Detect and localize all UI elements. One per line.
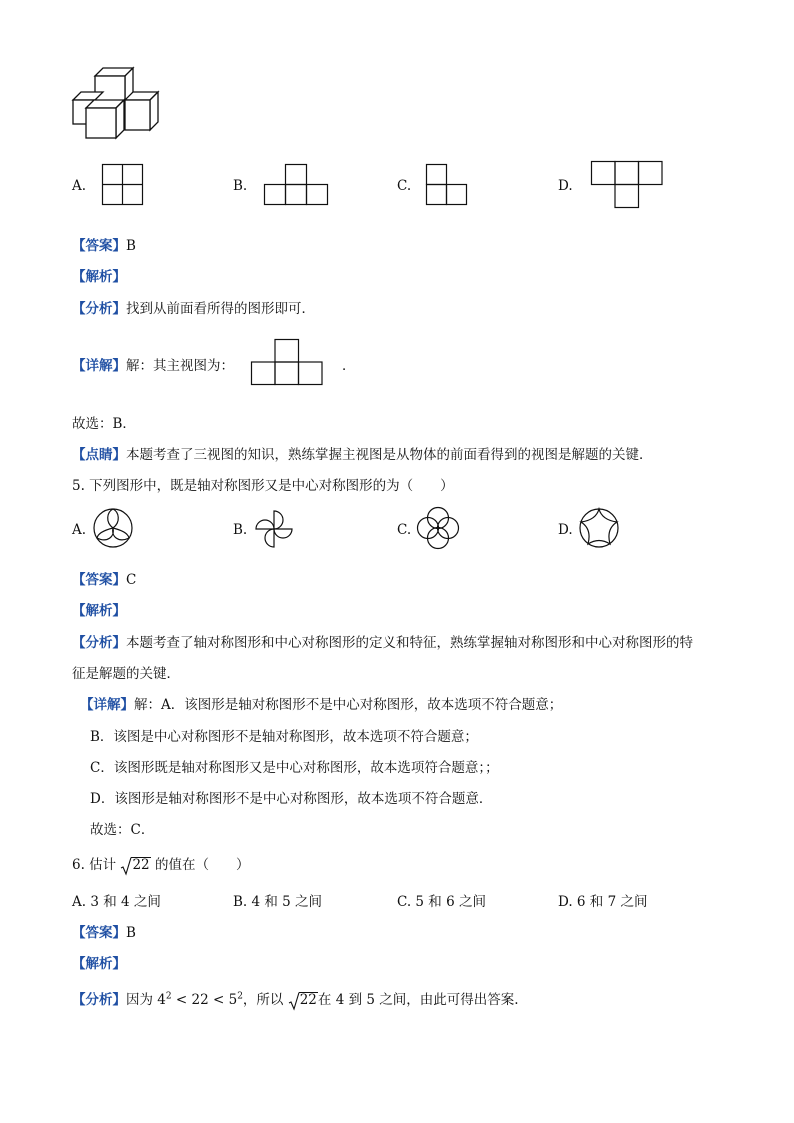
q5-stem: 5. 下列图形中，既是轴对称图形又是中心对称图形的为（ ） <box>72 478 454 494</box>
q6-answer-value: B <box>126 925 136 941</box>
q6-exponent-2: 2 <box>237 991 243 1002</box>
answer-tag: 【答案】 <box>72 238 126 254</box>
q6-radicand-2: 22 <box>299 992 317 1008</box>
q5-answer-value: C <box>126 572 137 588</box>
q6-stem <box>72 853 249 873</box>
q6-fenxi-b: < 22 < 5 <box>171 992 238 1008</box>
q6-exponent-1: 2 <box>165 991 172 1002</box>
fenxi-tag: 【分析】 <box>72 992 126 1008</box>
q5-fenxi-line <box>72 631 693 651</box>
q4-conclusion: 故选：B． <box>72 416 136 432</box>
q5-option-a-figure <box>93 508 135 550</box>
q4-xiangjie-end: ． <box>342 358 356 374</box>
dianjing-tag: 【点睛】 <box>72 447 126 463</box>
sqrt-sign-icon <box>120 857 132 876</box>
q4-fenxi-text: 找到从前面看所得的图形即可． <box>126 301 315 317</box>
q6-analysis-tag: 【解析】 <box>72 956 126 972</box>
fenxi-tag: 【分析】 <box>72 635 126 651</box>
q4-front-view-figure <box>251 339 323 386</box>
q4-answer-line <box>72 234 136 254</box>
answer-tag: 【答案】 <box>72 572 126 588</box>
q6-sqrt-expression <box>120 857 150 873</box>
q5-xiangjie-line <box>80 693 562 713</box>
q5-xiangjie-a: 解：A．该图形是轴对称图形不是中心对称图形，故本选项不符合题意； <box>134 697 563 713</box>
q5-option-b-label: B. <box>233 522 248 538</box>
q5-fenxi-text-2: 征是解题的关键． <box>72 666 180 682</box>
q4-xiangjie-line <box>72 354 234 374</box>
q5-xiangjie-b: B．该图是中心对称图形不是轴对称图形，故本选项不符合题意； <box>90 729 478 745</box>
q4-option-b-label: B. <box>233 178 248 194</box>
q6-fenxi-a: 因为 4 <box>126 992 166 1008</box>
q6-sqrt-expression-2 <box>288 992 318 1008</box>
q5-xiangjie-c: C．该图形既是轴对称图形又是中心对称图形，故本选项符合题意；； <box>90 760 499 776</box>
q6-option-a: A. 3 和 4 之间 <box>72 894 161 910</box>
q5-option-d-label: D. <box>558 522 573 538</box>
xiangjie-tag: 【详解】 <box>72 358 126 374</box>
q5-option-c-figure <box>415 505 463 553</box>
q4-option-c-label: C. <box>397 178 412 194</box>
q5-option-c-label: C. <box>397 522 412 538</box>
cube-stack-figure <box>70 66 165 142</box>
q4-answer-value: B <box>126 238 136 254</box>
q4-analysis-tag: 【解析】 <box>72 269 126 285</box>
q5-analysis-tag: 【解析】 <box>72 603 126 619</box>
q4-option-a-label: A. <box>72 178 87 194</box>
q5-option-a-label: A. <box>72 522 87 538</box>
q6-stem-suffix: 的值在（ ） <box>154 857 250 873</box>
q4-dianjing-text: 本题考查了三视图的知识，熟练掌握主视图是从物体的前面看得到的视图是解题的关键． <box>126 447 653 463</box>
sqrt-sign-icon <box>288 992 300 1011</box>
q5-fenxi-text-1: 本题考查了轴对称图形和中心对称图形的定义和特征，熟练掌握轴对称图形和中心对称图形的特 <box>126 635 693 651</box>
q6-option-c: C. 5 和 6 之间 <box>397 894 486 910</box>
q6-option-b: B. 4 和 5 之间 <box>233 894 323 910</box>
q6-radicand: 22 <box>132 857 150 873</box>
q4-option-a-figure <box>102 164 144 206</box>
q6-stem-prefix: 6. 估计 <box>72 857 117 873</box>
q4-option-c-figure <box>426 164 468 206</box>
fenxi-tag: 【分析】 <box>72 301 126 317</box>
q5-option-d-figure <box>579 508 621 550</box>
q4-option-d-label: D. <box>558 178 573 194</box>
q4-option-b-figure <box>264 164 328 206</box>
q5-xiangjie-d: D．该图形是轴对称图形不是中心对称图形，故本选项不符合题意． <box>90 791 493 807</box>
q4-xiangjie-text: 解：其主视图为： <box>126 358 234 374</box>
q5-conclusion: 故选：C． <box>90 822 155 838</box>
xiangjie-tag: 【详解】 <box>80 697 134 713</box>
answer-tag: 【答案】 <box>72 925 126 941</box>
q6-fenxi-c: ，所以 <box>242 992 284 1008</box>
q6-answer-line <box>72 921 136 941</box>
q4-dianjing-line <box>72 443 653 463</box>
q5-option-b-figure <box>254 509 296 551</box>
q4-fenxi-line <box>72 297 315 317</box>
q6-option-d: D. 6 和 7 之间 <box>558 894 648 910</box>
q6-fenxi-line <box>72 988 519 1008</box>
q6-fenxi-d: 在 4 到 5 之间，由此可得出答案. <box>317 992 519 1008</box>
q5-answer-line <box>72 568 136 588</box>
q4-option-d-figure <box>591 161 663 209</box>
